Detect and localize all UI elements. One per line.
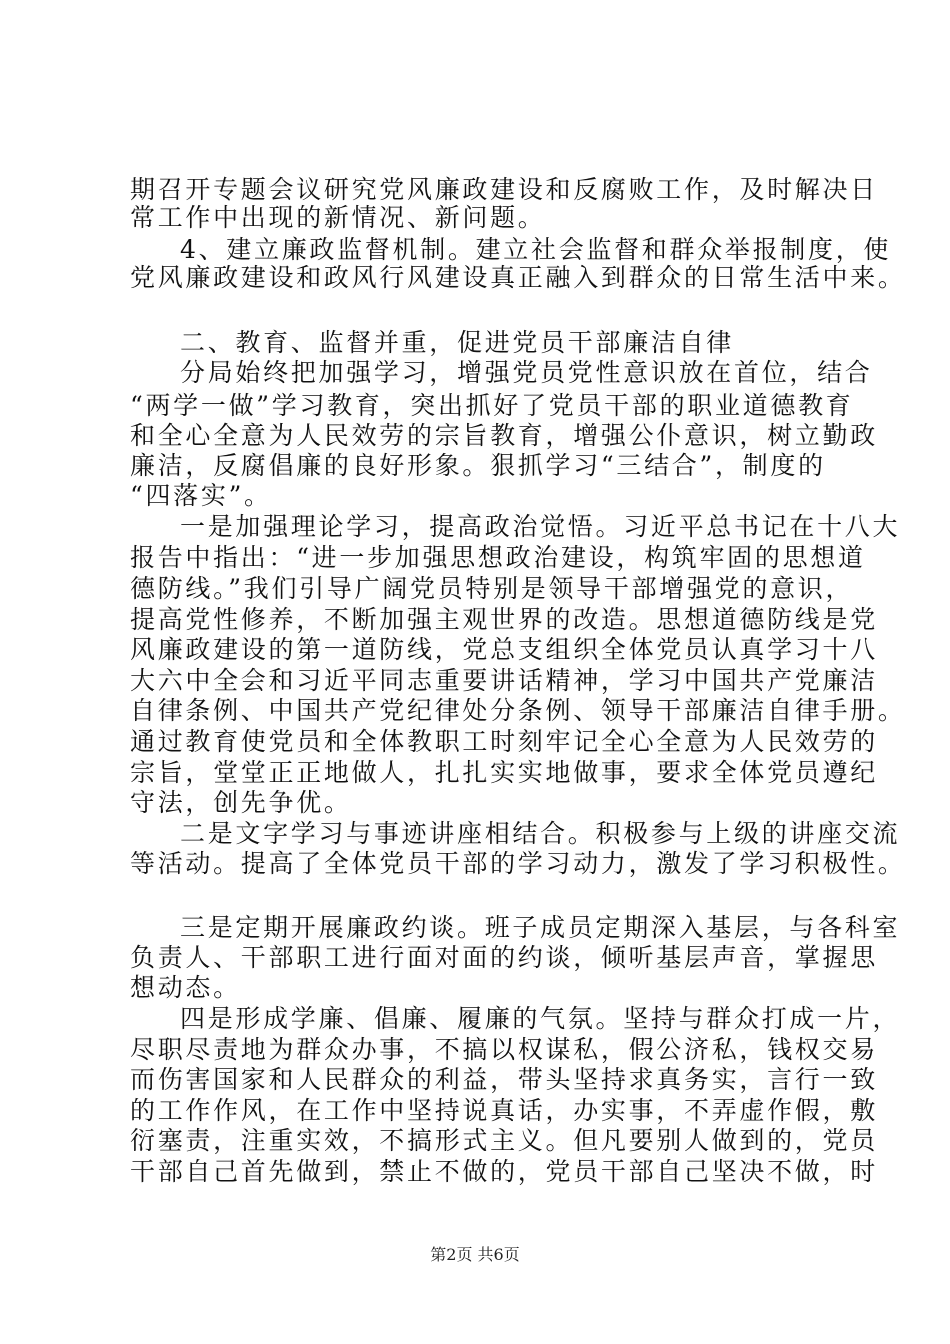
text-line: 自律条例、中国共产党纪律处分条例、领导干部廉洁自律手册。 <box>130 696 906 725</box>
text-line: 的工作作风，在工作中坚持说真话，办实事，不弄虚作假，敷 <box>130 1096 878 1125</box>
text-line: 尽职尽责地为群众办事，不搞以权谋私，假公济私，钱权交易 <box>130 1035 878 1064</box>
text-line: 常工作中出现的新情况、新问题。 <box>130 203 546 232</box>
text-line: 4、建立廉政监督机制。建立社会监督和群众举报制度，使 <box>180 235 892 264</box>
text-line: 四是形成学廉、倡廉、履廉的气氛。坚持与群众打成一片， <box>180 1004 901 1033</box>
text-line: 宗旨，堂堂正正地做人，扎扎实实地做事，要求全体党员遵纪 <box>130 758 878 787</box>
text-line: 干部自己首先做到，禁止不做的，党员干部自己坚决不做，时 <box>130 1157 878 1186</box>
text-line: 等活动。提高了全体党员干部的学习动力，激发了学习积极性。 <box>130 849 906 878</box>
text-line: “两学一做”学习教育，突出抓好了党员干部的职业道德教育 <box>130 391 854 420</box>
text-line: 党风廉政建设和政风行风建设真正融入到群众的日常生活中来。 <box>130 263 906 292</box>
text-line: 想动态。 <box>130 973 241 1002</box>
text-line: 德防线。”我们引导广阔党员特别是领导干部增强党的意识， <box>130 574 854 603</box>
text-line: 负责人、干部职工进行面对面的约谈，倾听基层声音，掌握思 <box>130 943 878 972</box>
text-line: 一是加强理论学习，提高政治觉悟。习近平总书记在十八大 <box>180 512 901 541</box>
text-line: 风廉政建设的第一道防线，党总支组织全体党员认真学习十八 <box>130 635 878 664</box>
text-line: 而伤害国家和人民群众的利益，带头坚持求真务实，言行一致 <box>130 1065 878 1094</box>
text-line: “四落实”。 <box>130 481 272 510</box>
text-line: 廉洁，反腐倡廉的良好形象。狠抓学习“三结合”，制度的 <box>130 451 826 480</box>
text-line: 提高党性修养，不断加强主观世界的改造。思想道德防线是党 <box>130 605 878 634</box>
text-line: 二是文字学习与事迹讲座相结合。积极参与上级的讲座交流 <box>180 819 901 848</box>
page-footer: 第2页 共6页 <box>430 1245 520 1264</box>
text-line: 三是定期开展廉政约谈。班子成员定期深入基层，与各科室 <box>180 913 901 942</box>
text-line: 大六中全会和习近平同志重要讲话精神，学习中国共产党廉洁 <box>130 666 878 695</box>
text-line: 报告中指出：“进一步加强思想政治建设，构筑牢固的思想道 <box>130 543 866 572</box>
text-line: 分局始终把加强学习，增强党员党性意识放在首位，结合 <box>180 358 873 387</box>
text-line: 守法，创先争优。 <box>130 788 352 817</box>
text-line: 通过教育使党员和全体教职工时刻牢记全心全意为人民效劳的 <box>130 727 878 756</box>
text-line: 和全心全意为人民效劳的宗旨教育，增强公仆意识，树立勤政 <box>130 421 878 450</box>
text-line: 期召开专题会议研究党风廉政建设和反腐败工作，及时解决日 <box>130 175 878 204</box>
section-heading: 二、教育、监督并重，促进党员干部廉洁自律 <box>180 328 735 357</box>
text-line: 衍塞责，注重实效，不搞形式主义。但凡要别人做到的，党员 <box>130 1126 878 1155</box>
